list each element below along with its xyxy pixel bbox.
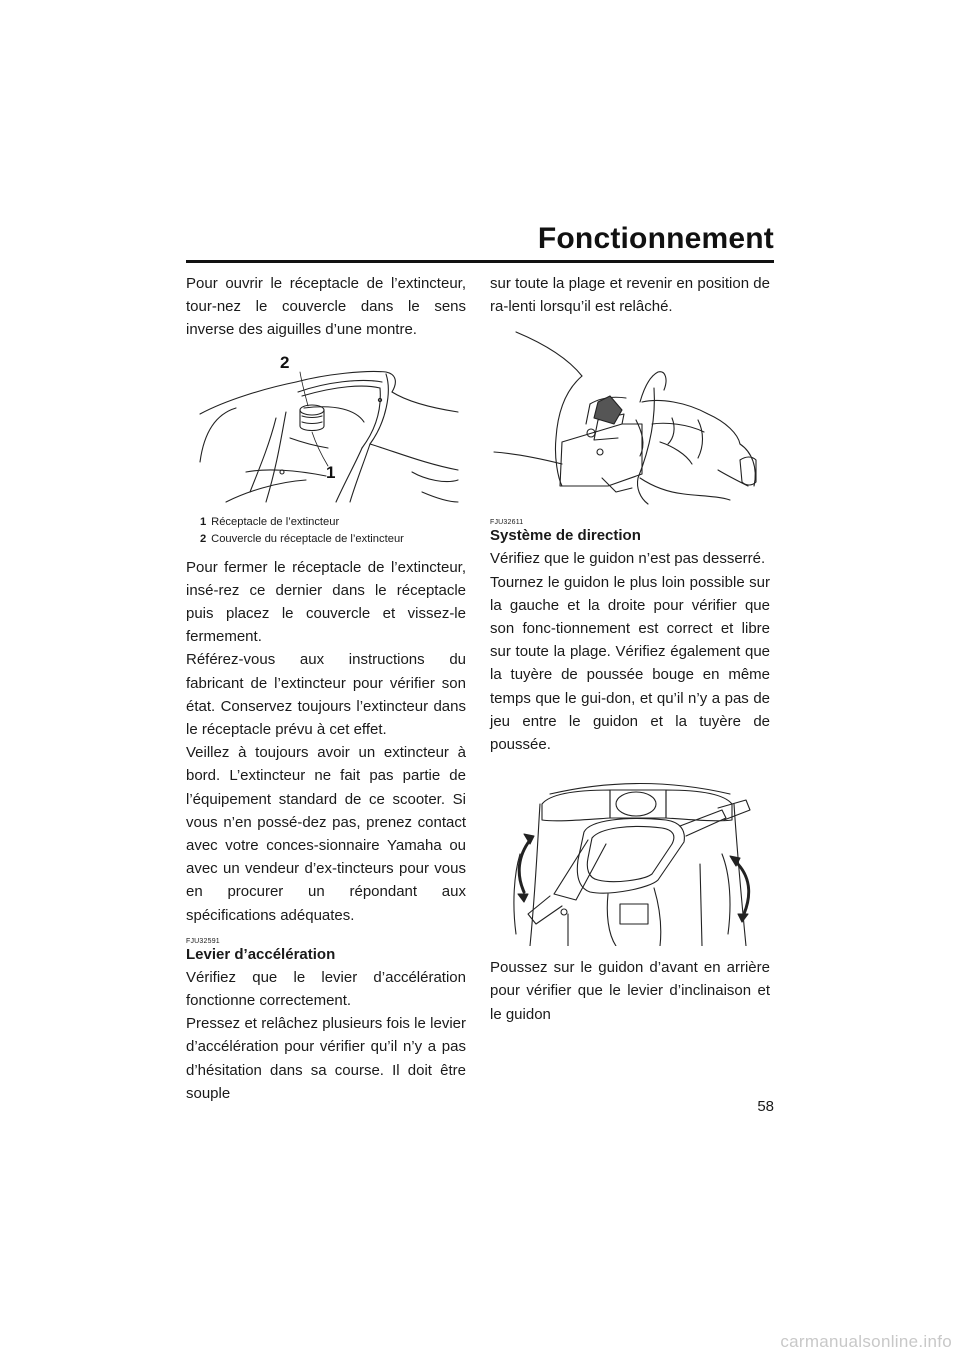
steering-illustration [490,764,770,946]
extinguisher-illustration [186,352,466,510]
onboard-paragraph: Veillez à toujours avoir un extincteur à bord. L’extincteur ne fait pas partie de l’équipement standard de ce scooter. Si vous n’en possé-dez pas, prenez contact avec votre conces-sionnaire Yamaha ou avec un vendeur d’ex-tincteurs pour vous en procurer un répondant aux spécifications adéquates. [186,744,466,924]
right-column [490,272,770,1026]
throttle-figure [490,328,770,508]
watermark: carmanualsonline.info [780,1332,952,1351]
section-heading: Système de direction [490,527,641,545]
steering-figure [490,764,770,946]
caption-number: 1 [200,515,207,528]
extinguisher-figure [186,352,466,548]
callout-2: 2 [280,352,290,372]
page-title: Fonctionnement [537,222,774,255]
closing-paragraph: Poussez sur le guidon d’avant en arrière pour vérifier que le levier d’inclinaison et le guidon [490,959,770,1023]
callout-1: 1 [326,462,336,482]
throttle-paragraph: Pressez et relâchez plusieurs fois le levier d’accélération pour vérifier qu’il n’y a pas d’hésitation dans sa course. Il doit être souple [186,1015,466,1102]
steering-paragraph: Tournez le guidon le plus loin possible sur la gauche et la droite pour vérifier que son fonc-tionnement est correct et libre sur toute la plage. Vérifiez également que la tuyère de poussée bouge en même temps que le gui-don, et qu’il n’y a pas de jeu entre le guidon et la tuyère de poussée. [490,573,770,754]
continuation-paragraph: sur toute la plage et revenir en position de ra-lenti lorsqu’il est relâché. [490,275,770,316]
header-rule [186,260,774,263]
section-heading: Levier d’accélération [186,945,336,963]
closing-paragraph: Pour fermer le réceptacle de l’extincteur, insé-rez ce dernier dans le réceptacle puis placez le couvercle et vissez-le fermement. [186,558,466,646]
caption-text: Réceptacle de l’extincteur [211,515,340,528]
page-number: 58 [757,1098,774,1115]
steering-paragraph: Vérifiez que le guidon n’est pas desserré. [490,550,766,568]
section-code: FJU32611 [490,519,524,527]
section-code: FJU32591 [186,937,220,945]
left-column [186,272,466,1105]
throttle-paragraph: Vérifiez que le levier d’accélération fonctionne correctement. [186,968,466,1010]
manufacturer-paragraph: Référez-vous aux instructions du fabricant de l’extincteur pour vérifier son état. Conservez toujours l’extincteur dans le réceptacle prévu à cet effet. [186,651,466,739]
intro-paragraph: Pour ouvrir le réceptacle de l’extincteur, tour-nez le couvercle dans le sens inverse des aiguilles d’une montre. [186,275,466,339]
caption-text: Couvercle du réceptacle de l’extincteur [211,532,404,545]
throttle-illustration [490,328,770,508]
figure-caption-2 [200,531,466,548]
caption-number: 2 [200,532,207,545]
figure-caption-1 [200,514,466,531]
